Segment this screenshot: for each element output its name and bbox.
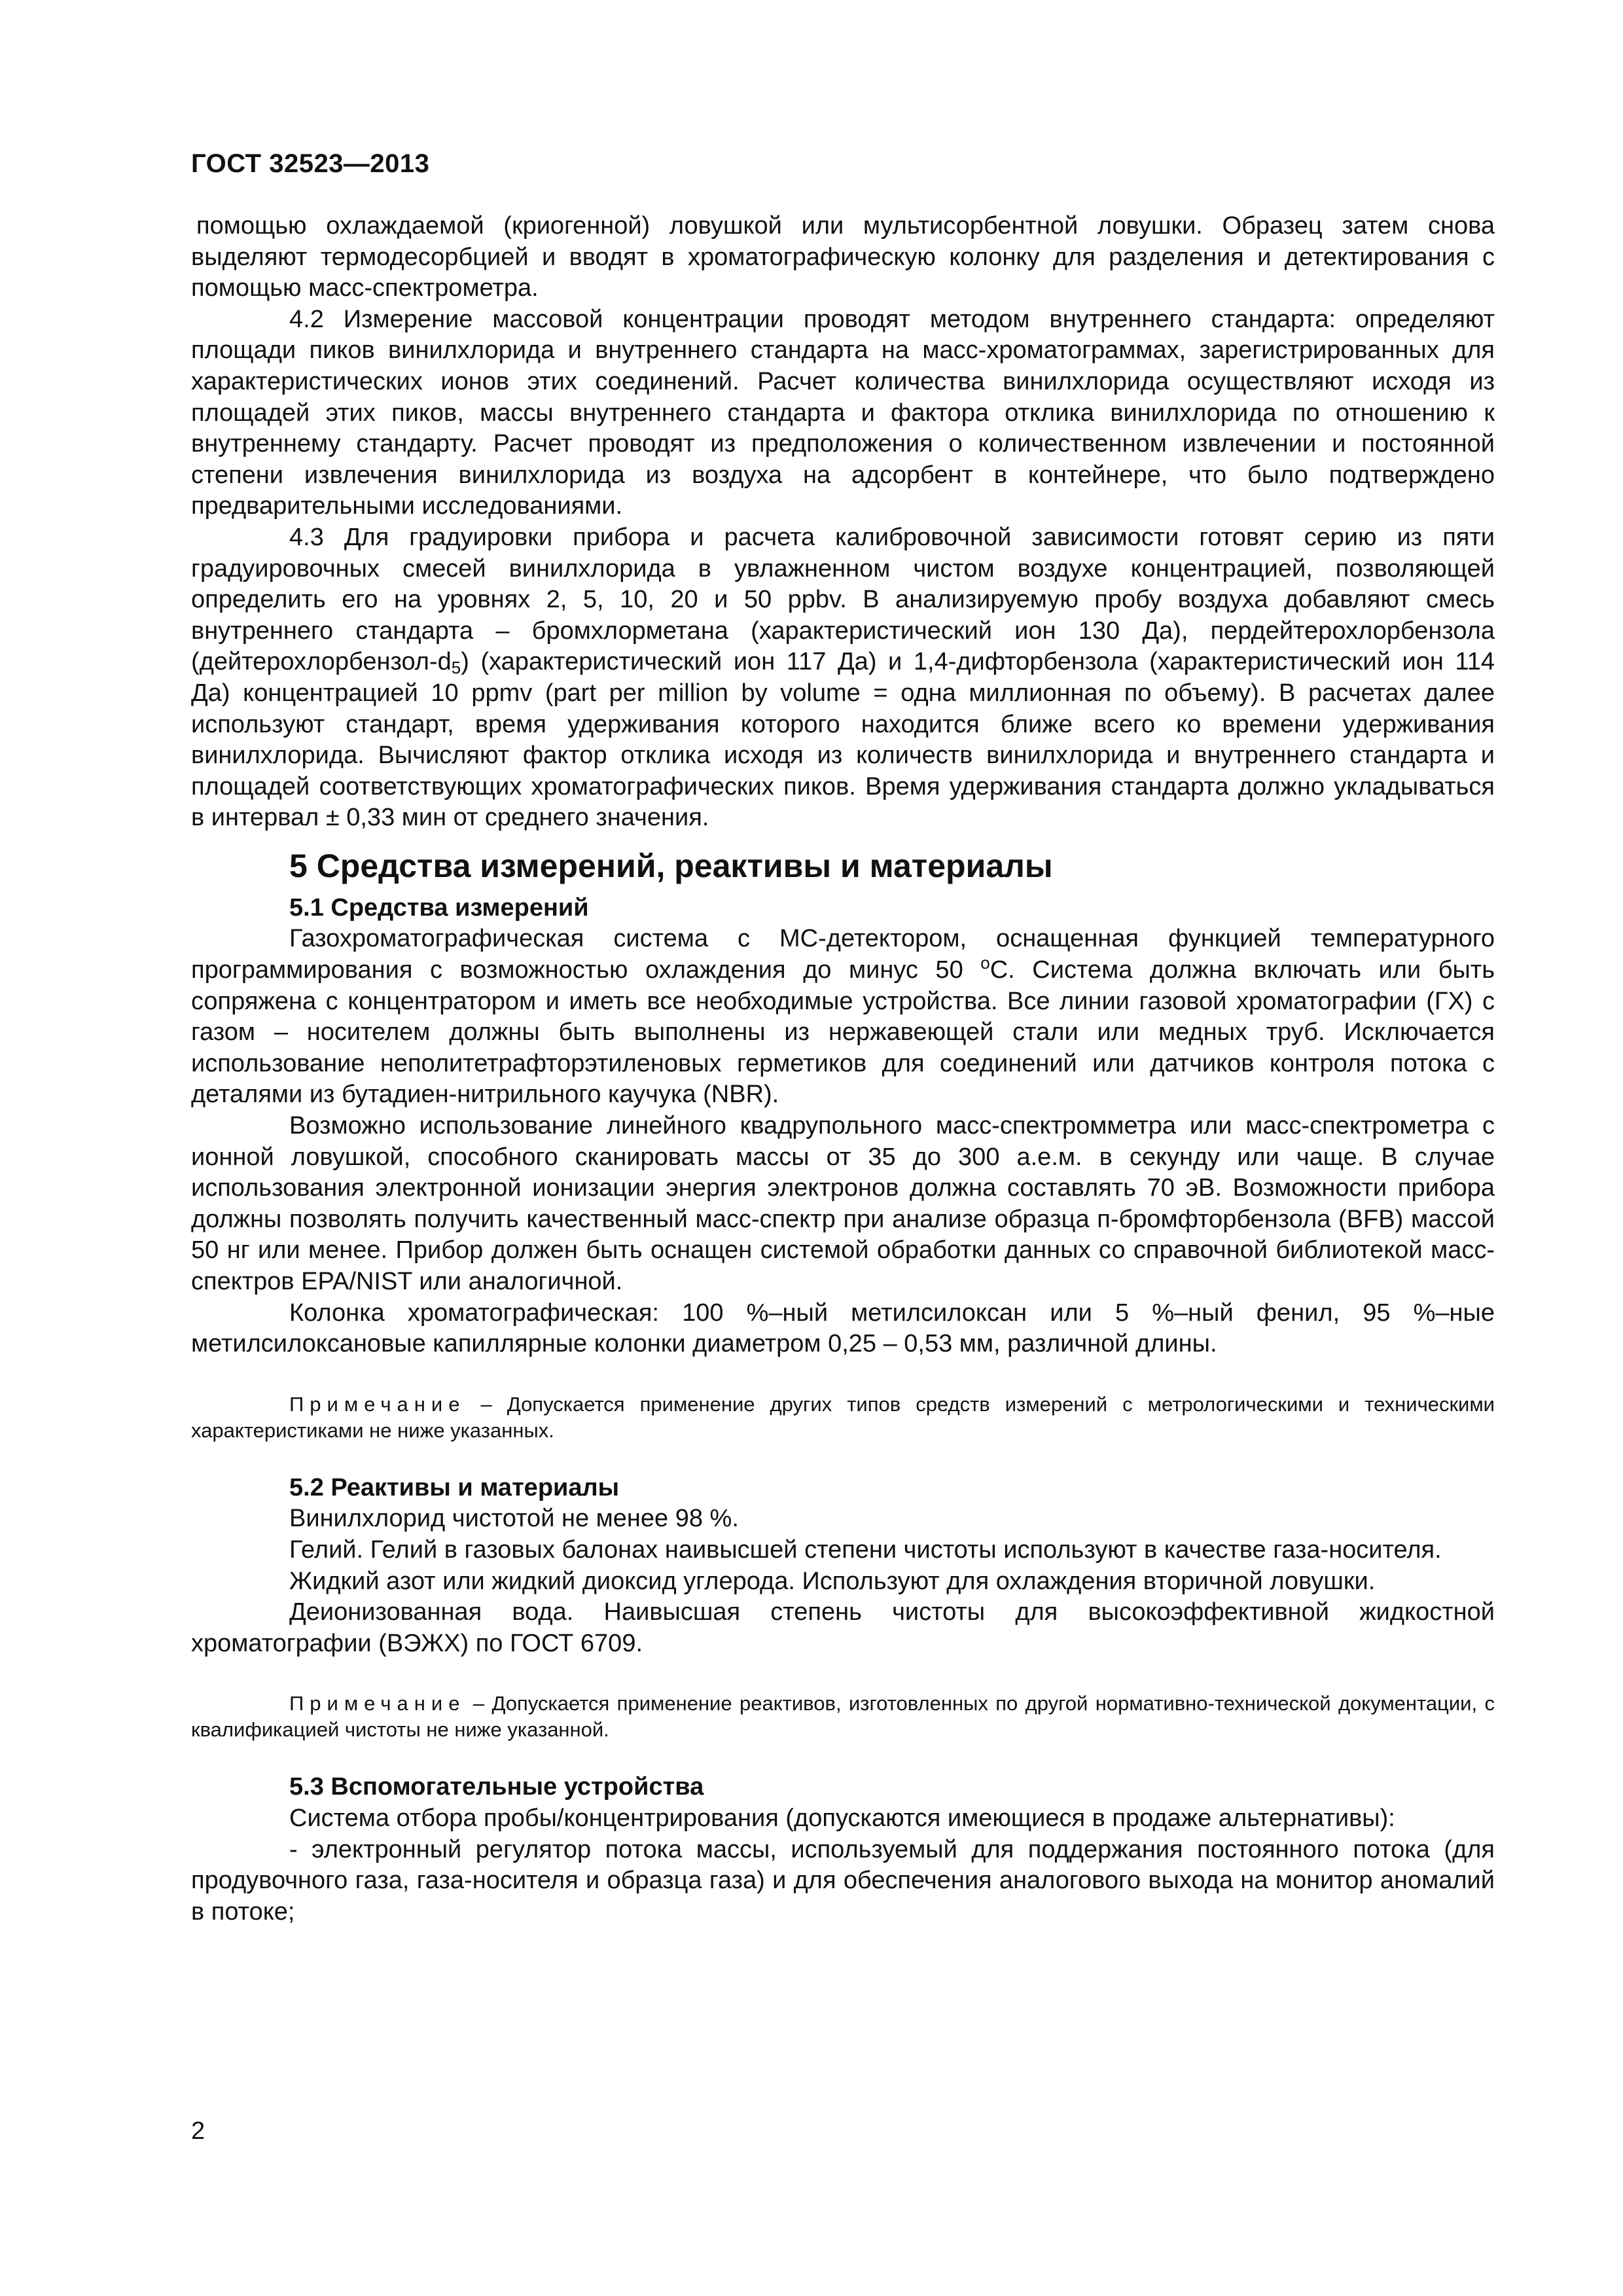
section-5-1-heading: 5.1 Средства измерений [289, 893, 589, 922]
section-5-heading: 5 Средства измерений, реактивы и материалы [289, 847, 1053, 884]
note-5-2 [191, 1691, 1495, 1743]
paragraph-5-2-nitrogen: Жидкий азот или жидкий диоксид углерода. Используют для охлаждения вторичной ловушки. [289, 1567, 1376, 1595]
paragraph-5-2-water: Деионизованная вода. Наивысшая степень чистоты для высокоэффективной жидкостной хроматографии (ВЭЖХ) по ГОСТ 6709. [191, 1598, 1495, 1657]
paragraph-intro: помощью охлаждаемой (криогенной) ловушкой или мультисорбентной ловушки. Образец затем снова выделяют термодесорбцией и вводят в хроматографическую колонку для разделения и детектирования с помощью масс-спектрометра. [191, 212, 1495, 302]
paragraph-5-3-system: Система отбора пробы/концентрирования (допускаются имеющиеся в продаже альтернативы): [289, 1804, 1395, 1832]
note-5-1 [191, 1391, 1495, 1444]
subscript-d5: 5 [451, 658, 461, 678]
paragraph-4-3 [191, 522, 1495, 834]
section-5-3-heading: 5.3 Вспомогательные устройства [289, 1773, 704, 1801]
spacer [191, 1360, 1495, 1391]
degree-superscript: o [980, 953, 990, 973]
paragraph-4-3-part-b: ) (характеристический ион 117 Да) и 1,4-дифторбензола (характеристический ион 114 Да) концентрацией 10 ppmv (part per million by volume = одна миллионная по объему). В расчетах далее используют стандарт, время удерживания которого находится ближе всего ко времени удерживания винилхлорида. Вычисляют фактор отклика исходя из количеств винилхлорида и внутреннего стандарта и площадей соответствующих хроматографических пиков. Время удерживания стандарта должно укладываться в интервал ± 0,33 мин от среднего значения. [191, 648, 1495, 832]
spacer [191, 1444, 1495, 1473]
spacer [191, 1743, 1495, 1772]
document-header: ГОСТ 32523—2013 [191, 149, 430, 178]
paragraph-5-2-vinyl-chloride: Винилхлорид чистотой не менее 98 %. [289, 1505, 739, 1533]
paragraph-5-1-gc-system [191, 924, 1495, 1111]
paragraph-5-1-mass-spec: Возможно использование линейного квадрупольного масс-спектромметра или масс-спектрометра с ионной ловушкой, способного сканировать массы от 35 до 300 а.е.м. в секунду или чаще. В случае использования электронной ионизации энергия электронов должна составлять 70 эВ. Возможности прибора должны позволять получить качественный масс-спектр при анализе образца п-бромфторбензола (BFB) массой 50 нг или менее. Прибор должен быть оснащен системой обработки данных со справочной библиотекой масс-спектров EPA/NIST или аналогичной. [191, 1112, 1495, 1295]
paragraph-5-1-gc-part-b: С. Система должна включать или быть сопряжена с концентратором и иметь все необходимые устройства. Все линии газовой хроматографии (ГХ) с газом – носителем должны быть выполнены из нержавеющей стали или медных труб. Исключается использование неполитетрафторэтиленовых герметиков для соединений или датчиков контроля потока с деталями из бутадиен-нитрильного каучука (NBR). [191, 956, 1495, 1109]
paragraph-5-1-column: Колонка хроматографическая: 100 %–ный метилсилоксан или 5 %–ный фенил, 95 %–ные метилсилоксановые капиллярные колонки диаметром 0,25 – 0,53 мм, различной длины. [191, 1299, 1495, 1358]
paragraph-4-3-part-a: 4.3 Для градуировки прибора и расчета калибровочной зависимости готовят серию из пяти градуировочных смесей винилхлорида в увлажненном чистом воздухе концентрацией, позволяющей определить его на уровнях 2, 5, 10, 20 и 50 ppbv. В анализируемую пробу воздуха добавляют смесь внутреннего стандарта – бромхлорметана (характеристический ион 130 Да), пердейтерохлорбензола (дейтерохлорбензол-d [191, 523, 1495, 676]
page-number: 2 [191, 2117, 205, 2145]
section-5-2-heading: 5.2 Реактивы и материалы [289, 1473, 620, 1501]
spacer [191, 1659, 1495, 1691]
note-text: – Допускается применение других типов средств измерений с метрологическими и техническими характеристиками не ниже указанных. [191, 1392, 1495, 1442]
note-label: Примечание [289, 1392, 466, 1416]
paragraph-4-2: 4.2 Измерение массовой концентрации проводят методом внутреннего стандарта: определяют площади пиков винилхлорида и внутреннего стандарта на масс-хроматограммах, зарегистрированных для характеристических ионов этих соединений. Расчет количества винилхлорида осуществляют исходя из площадей этих пиков, массы внутреннего стандарта и фактора отклика винилхлорида по отношению к внутреннему стандарту. Расчет проводят из предположения о количественном извлечении и постоянной степени извлечения винилхлорида из воздуха на адсорбент в контейнере, что было подтверждено предварительными исследованиями. [191, 305, 1495, 520]
paragraph-5-1-gc-part-a: Газохроматографическая система с МС-детектором, оснащенная функцией температурного программирования с возможностью охлаждения до минус 50 [191, 925, 1495, 984]
note-label: Примечание [289, 1692, 466, 1715]
paragraph-5-2-helium: Гелий. Гелий в газовых балонах наивысшей степени чистоты используют в качестве газа-носителя. [289, 1535, 1442, 1564]
note-text: – Допускается применение реактивов, изготовленных по другой нормативно-технической документации, с квалификацией чистоты не ниже указанной. [191, 1692, 1495, 1742]
document-body [191, 211, 1495, 1928]
paragraph-5-3-flow-regulator: - электронный регулятор потока массы, используемый для поддержания постоянного потока (для продувочного газа, газа-носителя и образца газа) и для обеспечения аналогового выхода на монитор аномалий в потоке; [191, 1835, 1495, 1926]
